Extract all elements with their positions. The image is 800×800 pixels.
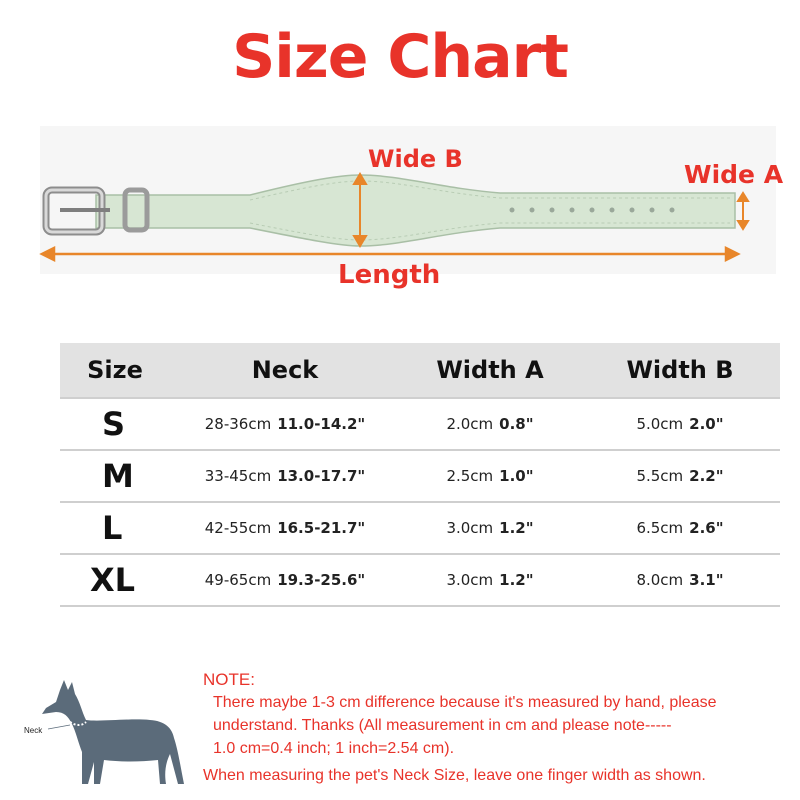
note-footer: When measuring the pet's Neck Size, leave one finger width as shown. (203, 767, 706, 784)
width-b-cell: 5.5cm 2.2" (580, 450, 780, 502)
length-label: Length (338, 260, 441, 290)
table-row (60, 554, 780, 606)
wide-b-label: Wide B (368, 145, 463, 173)
width-b-cell: 8.0cm 3.1" (580, 554, 780, 606)
size-cell: S (60, 398, 170, 450)
header-neck: Neck (170, 343, 400, 398)
header-width-b: Width B (580, 343, 780, 398)
table-row (60, 450, 780, 502)
note-line: There maybe 1-3 cm difference because it's measured by hand, please (213, 694, 717, 711)
neck-cell: 49-65cm 19.3-25.6" (170, 554, 400, 606)
page-title: Size Chart (232, 22, 568, 92)
width-a-cell: 3.0cm 1.2" (400, 502, 580, 554)
header-width-a: Width A (400, 343, 580, 398)
note-title: NOTE: (203, 670, 255, 689)
neck-cell: 28-36cm 11.0-14.2" (170, 398, 400, 450)
note-block (203, 668, 793, 787)
table-header-row (60, 343, 780, 398)
note-line: understand. Thanks (All measurement in cm and please note----- (213, 717, 672, 734)
table-row (60, 502, 780, 554)
neck-cell: 33-45cm 13.0-17.7" (170, 450, 400, 502)
header-size: Size (60, 343, 170, 398)
width-a-cell: 2.0cm 0.8" (400, 398, 580, 450)
neck-label: Neck (24, 726, 43, 735)
neck-cell: 42-55cm 16.5-21.7" (170, 502, 400, 554)
width-b-cell: 6.5cm 2.6" (580, 502, 780, 554)
size-table (60, 343, 780, 607)
note-line: 1.0 cm=0.4 inch; 1 inch=2.54 cm). (213, 740, 455, 757)
width-a-cell: 2.5cm 1.0" (400, 450, 580, 502)
width-a-cell: 3.0cm 1.2" (400, 554, 580, 606)
size-cell: L (60, 502, 170, 554)
dog-silhouette-icon (20, 672, 195, 797)
table-row (60, 398, 780, 450)
width-b-cell: 5.0cm 2.0" (580, 398, 780, 450)
size-cell: XL (60, 554, 170, 606)
wide-a-label: Wide A (684, 160, 784, 189)
size-cell: M (60, 450, 170, 502)
